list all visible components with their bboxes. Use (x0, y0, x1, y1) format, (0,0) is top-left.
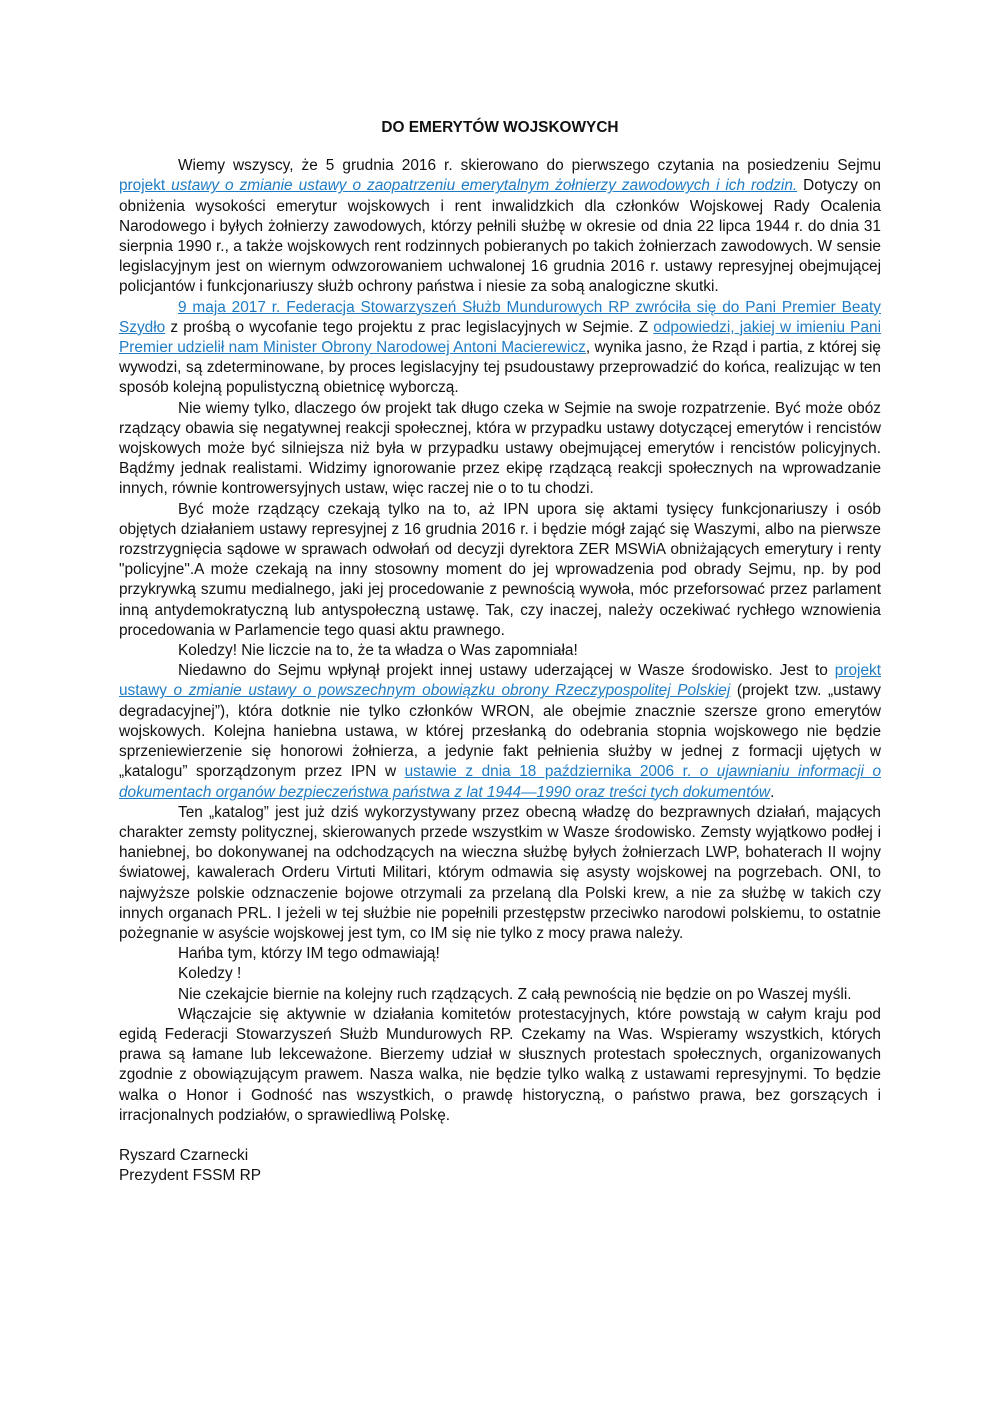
paragraph-6: Niedawno do Sejmu wpłynął projekt innej ustawy uderzającej w Wasze środowisko. Jest to projekt ustawy o zmianie ustawy o powszechnym obowiązku obrony Rzeczypospolitej Polskiej (projekt tzw. „ustawy degradacyjnej”), która dotknie nie tylko członków WRON, ale obejmie znacznie szersze grono emerytów wojskowych. Kolejna haniebna ustawa, w której przesłanką do odebrania stopnia wojskowego nie będzie sprzeniewierzenie się honorowi żołnierza, a jedynie fakt pełnienia służby w jednej z formacji ujętych w „katalogu” sporządzonym przez IPN w ustawie z dnia 18 października 2006 r. o ujawnianiu informacji o dokumentach organów bezpieczeństwa państwa z lat 1944—1990 oraz treści tych dokumentów. (119, 662, 882, 801)
paragraph-8: Hańba tym, którzy IM tego odmawiają! (178, 945, 440, 963)
document-page (119, 118, 881, 1186)
link-odpowiedz-mon[interactable]: odpowiedzi, jakiej w imieniu Pani Premier udzielił nam Minister Obrony Narodowej Antoni Macierewicz (119, 318, 881, 357)
link-pismo-fssm[interactable]: 9 maja 2017 r. Federacja Stowarzyszeń Służb Mundurowych RP zwróciła się do Pani Premier Beaty Szydło (119, 298, 881, 336)
signature-name: Ryszard Czarnecki (119, 1146, 249, 1164)
link-projekt-ustawy[interactable]: projekt ustawy o zmianie ustawy o zaopatrzeniu emerytalnym żołnierzy zawodowych i ich rodzin. (119, 177, 798, 195)
signature-role: Prezydent FSSM RP (119, 1167, 261, 1185)
paragraph-3: Nie wiemy tylko, dlaczego ów projekt tak długo czeka w Sejmie na swoje rozpatrzenie. Być może obóz rządzący obawia się negatywnej reakcji społecznej, która w przypadku ustawy dotyczącej emerytów i rencistów wojskowych może być silniejsza niż była w przypadku ustawy obejmującej emerytów i rencistów policyjnych. Bądźmy jednak realistami. Widzimy ignorowanie przez ekipę rządzącą reakcji społecznych na wprowadzanie innych, równie kontrowersyjnych ustaw, więc raczej nie o to tu chodzi. (119, 399, 881, 498)
signature-block (119, 1146, 881, 1186)
link-projekt-ustawy-degradacyjnej[interactable]: projekt ustawy o zmianie ustawy o powszechnym obowiązku obrony Rzeczypospolitej Polskiej (119, 662, 881, 700)
paragraph-7: Ten „katalog” jest już dziś wykorzystywany przez obecną władzę do bezprawnych działań, mających charakter zemsty politycznej, skierowanych przede wszystkim w Wasze środowisko. Zemsty wyjątkowo podłej i haniebnej, bo dokonywanej na odchodzących na wieczna służbę byłych żołnierzach LWP, bohaterach II wojny światowej, kawalerach Orderu Virtuti Militari, którym odmawia się asysty wojskowej na pogrzebach. ONI, to najwyższe polskie odznaczenie bojowe otrzymali za przelaną dla Polski krew, a nie za służbę w takich czy innych organach PRL. I jeżeli w tej służbie nie popełnili przestępstw przeciwko narodowi polskiemu, to ostatnie pożegnanie w asyście wojskowej jest tym, co IM się nie tylko z mocy prawa należy. (119, 803, 881, 942)
paragraph-9: Koledzy ! (178, 965, 242, 983)
paragraph-5: Koledzy! Nie liczcie na to, że ta władza o Was zapomniała! (178, 642, 578, 660)
link-ustawa-lustracyjna[interactable]: ustawie z dnia 18 października 2006 r. o ujawnianiu informacji o dokumentach organów bezpieczeństwa państwa z lat 1944—1990 oraz treści tych dokumentów (119, 763, 882, 801)
paragraph-4: Być może rządzący czekają tylko na to, aż IPN upora się aktami tysięcy funkcjonariuszy i osób objętych działaniem ustawy represyjnej z 16 grudnia 2016 r. i będzie mógł zająć się Waszymi, albo na pierwsze rozstrzygnięcia sądowe w sprawach odwołań od decyzji dyrektora ZER MSWiA obniżających emerytury i renty "policyjne".A może czekają na inny stosowny moment do jej wprowadzenia pod obrady Sejmu, np. by pod przykrywką szumu medialnego, jaki jej procedowanie z pewnością wywoła, móc przeforsować przez parlament inną antydemokratyczną lub antyspołeczną ustawę. Tak, czy inaczej, należy oczekiwać rychłego wznowienia procedowania w Parlamencie tego quasi aktu prawnego. (119, 500, 881, 639)
document-title: DO EMERYTÓW WOJSKOWYCH (381, 119, 619, 136)
paragraph-2: 9 maja 2017 r. Federacja Stowarzyszeń Służb Mundurowych RP zwróciła się do Pani Premier Beaty Szydło z prośbą o wycofanie tego projektu z prac legislacyjnych w Sejmie. Z odpowiedzi, jakiej w imieniu Pani Premier udzielił nam Minister Obrony Narodowej Antoni Macierewicz, wynika jasno, że Rząd i partia, z której się wywodzi, są zdeterminowane, by proces legislacyjny tej psudoustawy przeprowadzić do końca, realizując w ten sposób kolejną populistyczną obietnicę wyborczą. (119, 298, 881, 397)
paragraph-10: Nie czekajcie biernie na kolejny ruch rządzących. Z całą pewnością nie będzie on po Waszej myśli. (178, 985, 852, 1003)
paragraph-1: Wiemy wszyscy, że 5 grudnia 2016 r. skierowano do pierwszego czytania na posiedzeniu Sejmu projekt ustawy o zmianie ustawy o zaopatrzeniu emerytalnym żołnierzy zawodowych i ich rodzin. Dotyczy on obniżenia wysokości emerytur wojskowych i rent inwalidzkich dla członków Wojskowej Rady Ocalenia Narodowego i byłych żołnierzy zawodowych, którzy pełnili służbę w okresie od dnia 22 lipca 1944 r. do dnia 31 sierpnia 1990 r., a także wojskowych rent rodzinnych pobieranych po takich żołnierzach zawodowych. W sensie legislacyjnym jest on wiernym odwzorowaniem uchwalonej 16 grudnia 2016 r. ustawy represyjnej obejmującej policjantów i funkcjonariuszy służb ochrony państwa i niesie za sobą analogiczne skutki. (119, 157, 881, 296)
paragraph-11: Włączajcie się aktywnie w działania komitetów protestacyjnych, które powstają w całym kraju pod egidą Federacji Stowarzyszeń Służb Mundurowych RP. Czekamy na Was. Wspieramy wszystkich, których prawa są łamane lub lekceważone. Bierzemy udział w słusznych protestach społecznych, organizowanych zgodnie z obowiązującym prawem. Nasza walka, nie będzie tylko walką z ustawami represyjnymi. To będzie walka o Honor i Godność nas wszystkich, o prawdę historyczną, o państwo prawa, bez gorszących i irracjonalnych podziałów, o sprawiedliwą Polskę. (119, 1005, 881, 1124)
